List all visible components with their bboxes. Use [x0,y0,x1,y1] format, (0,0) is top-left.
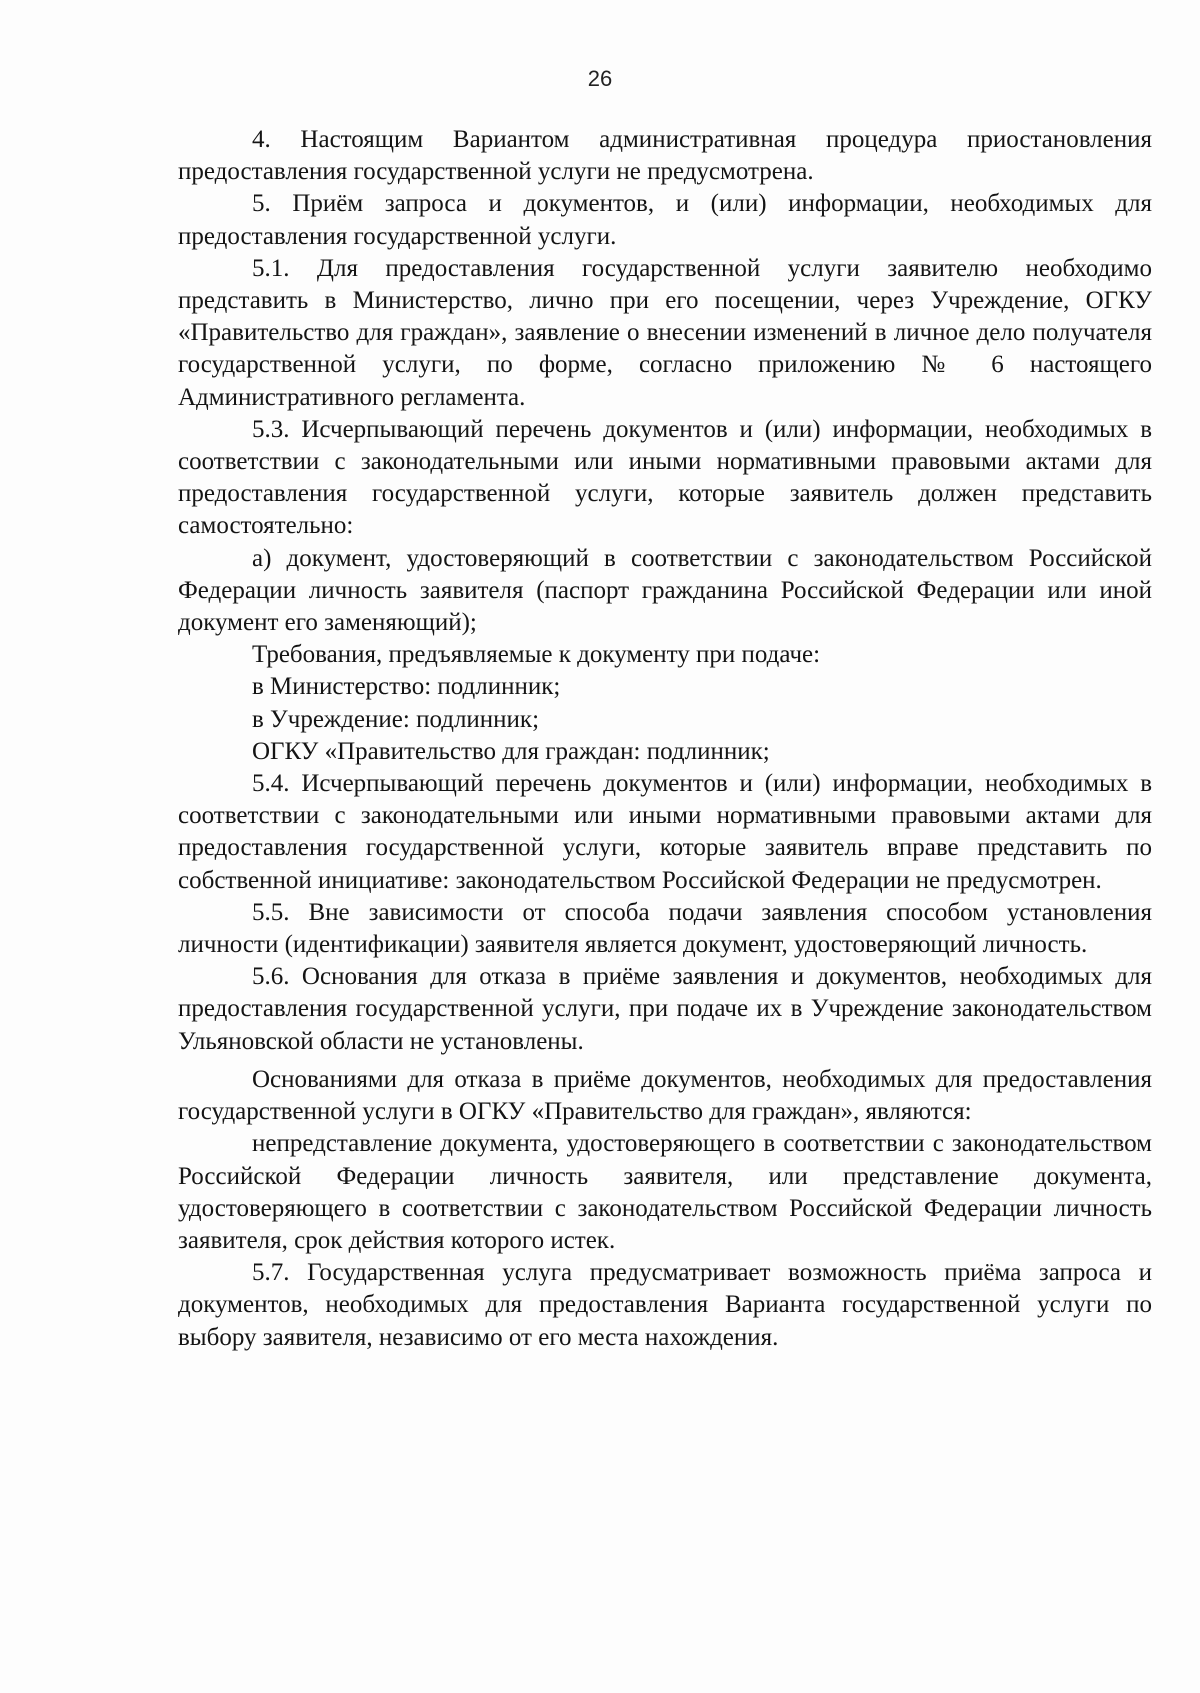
document-body [178,124,1152,1354]
paragraph-5-3-a: а) документ, удостоверяющий в соответствии с законодательством Российской Федерации личность заявителя (паспорт гражданина Российской Федерации или иной документ его заменяющий); [178,544,1152,637]
paragraph-ministry: в Министерство: подлинник; [252,673,561,701]
paragraph-institution: в Учреждение: подлинник; [252,705,540,733]
paragraph-5-1: 5.1. Для предоставления государственной услуги заявителю необходимо представить в Министерство, лично при его посещении, через Учреждение, ОГКУ «Правительство для граждан», заявление о внесении изменений в личное дело получателя государственной услуги, по форме, согласно приложению № 6 настоящего Административного регламента. [178,254,1152,411]
paragraph-5-7: 5.7. Государственная услуга предусматривает возможность приёма запроса и документов, необходимых для предоставления Варианта государственной услуги по выбору заявителя, независимо от его места нахождения. [178,1259,1152,1351]
paragraph-5-6: 5.6. Основания для отказа в приёме заявления и документов, необходимых для предоставления государственной услуги, при подаче их в Учреждение законодательством Ульяновской области не установлены. [178,963,1152,1055]
paragraph-ogku: ОГКУ «Правительство для граждан: подлинник; [252,737,770,765]
paragraph-5-4: 5.4. Исчерпывающий перечень документов и (или) информации, необходимых в соответствии с законодательными или иными нормативными правовыми актами для предоставления государственной услуги, которые заявитель вправе представить по собственной инициативе: законодательством Российской Федерации не предусмотрен. [178,770,1152,894]
paragraph-refusal-grounds: Основаниями для отказа в приёме документов, необходимых для предоставления государственной услуги в ОГКУ «Правительство для граждан», являются: [178,1065,1152,1126]
paragraph-5: 5. Приём запроса и документов, и (или) информации, необходимых для предоставления государственной услуги. [178,190,1152,250]
paragraph-5-3: 5.3. Исчерпывающий перечень документов и (или) информации, необходимых в соответствии с законодательными или иными нормативными правовыми актами для предоставления государственной услуги, которые заявитель должен представить самостоятельно: [178,415,1152,540]
paragraph-4: 4. Настоящим Вариантом административная процедура приостановления предоставления государственной услуги не предусмотрена. [178,126,1152,186]
page-number: 26 [587,66,613,91]
paragraph-5-5: 5.5. Вне зависимости от способа подачи заявления способом установления личности (идентификации) заявителя является документ, удостоверяющий личность. [178,898,1152,959]
paragraph-non-submission: непредставление документа, удостоверяющего в соответствии с законодательством Российской Федерации личность заявителя, или представление документа, удостоверяющего в соответствии с законодательством Российской Федерации личность заявителя, срок действия которого истек. [178,1130,1152,1254]
paragraph-requirements: Требования, предъявляемые к документу при подаче: [252,641,821,669]
